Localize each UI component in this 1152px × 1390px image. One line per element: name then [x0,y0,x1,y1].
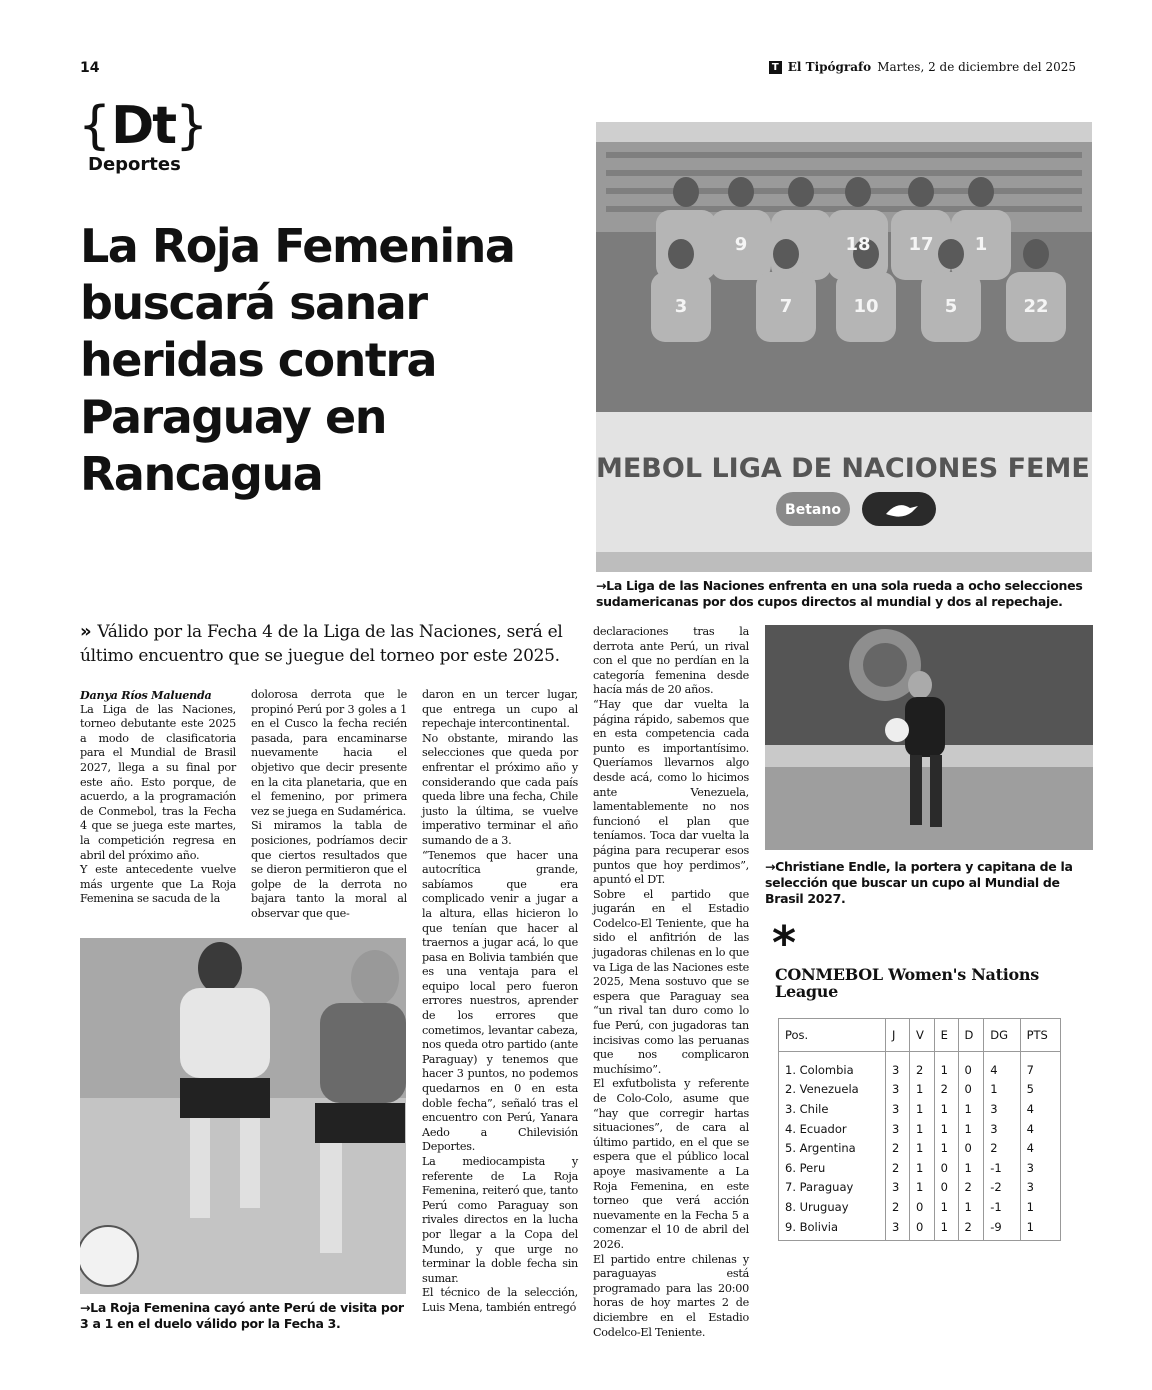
asterisk-icon: * [772,916,797,970]
goalkeeper-photo-caption: →Christiane Endle, la portera y capitana de la selección que buscar un cupo al Mundial de Brasil 2027. [765,859,1073,906]
paragraph: El partido entre chilenas y paraguayas está programado para las 20:00 horas de hoy martes 2 de diciembre en el Estadio Codelco-El Teniente. [593,1252,749,1339]
cell-e: 1 [934,1217,958,1241]
cell-j: 2 [886,1197,910,1217]
header-e: E [934,1019,958,1052]
cell-v: 1 [909,1119,934,1139]
cell-v: 1 [909,1080,934,1100]
jersey-number: 3 [674,296,688,317]
standings-title: CONMEBOL Women's Nations League [775,965,1039,1001]
byline: Danya Ríos Maluenda [80,688,212,702]
cell-j: 2 [886,1138,910,1158]
cell-j: 3 [886,1178,910,1198]
cell-d: 2 [958,1178,984,1198]
section-mark [78,96,209,175]
cell-e: 1 [934,1197,958,1217]
article-column-4 [593,625,749,1340]
paragraph: La mediocampista y referente de La Roja Femenina, reiteró que, tanto Perú como Paraguay son rivales directos en la lucha por llegar a la Copa del Mundo, y que urge no terminar la doble fecha sin sumar. [422,1155,578,1285]
cell-j: 3 [886,1099,910,1119]
banner-text: MEBOL LIGA DE NACIONES FEME [596,453,1090,484]
paragraph: Si miramos la tabla de posiciones, podríamos decir que ciertos resultados que se dieron permitieron que el golpe de la derrota no bajara tanto la moral al observar que que- [251,819,407,920]
jersey-number: 1 [974,234,988,255]
cell-pts: 1 [1020,1197,1060,1217]
article-column-3 [422,688,578,1316]
lead-text: Válido por la Fecha 4 de la Liga de las Naciones, será el último encuentro que se juegue del torneo por este 2025. [80,622,563,666]
header-j: J [886,1019,910,1052]
training-photo [80,938,406,1294]
cell-team: 7. Paraguay [779,1178,886,1198]
jersey-number: 22 [1023,296,1049,317]
header-pts: PTS [1020,1019,1060,1052]
cell-pts: 5 [1020,1080,1060,1100]
table-row [779,1119,1061,1139]
team-photo [596,122,1092,572]
header-d: D [958,1019,984,1052]
table-header-row [779,1019,1061,1052]
cell-e: 0 [934,1158,958,1178]
cell-d: 1 [958,1099,984,1119]
cell-dg: 3 [984,1119,1020,1139]
cell-team: 5. Argentina [779,1138,886,1158]
jersey-number: 9 [734,234,748,255]
cell-d: 0 [958,1080,984,1100]
header-v: V [909,1019,934,1052]
table-row [779,1217,1061,1241]
cell-d: 1 [958,1158,984,1178]
publication-name: El Tipógrafo [787,60,872,74]
cell-d: 0 [958,1138,984,1158]
cell-d: 1 [958,1197,984,1217]
table-row [779,1052,1061,1080]
cell-team: 2. Venezuela [779,1080,886,1100]
cell-pts: 3 [1020,1178,1060,1198]
paragraph: Y este antecedente vuelve más urgente que La Roja Femenina se sacuda de la [80,863,236,906]
cell-d: 1 [958,1119,984,1139]
cell-e: 1 [934,1052,958,1080]
cell-j: 3 [886,1119,910,1139]
table-row [779,1138,1061,1158]
cell-dg: 2 [984,1138,1020,1158]
paragraph: No obstante, mirando las selecciones que queda por enfrentar el próximo año y considerando que cada país queda libre una fecha, Chile justo la última, se vuelve imperativo terminar el año sumando de a 3. [422,731,578,847]
cell-j: 3 [886,1052,910,1080]
cell-v: 1 [909,1178,934,1198]
table-row [779,1099,1061,1119]
sponsor-betano: Betano [785,502,841,518]
paragraph: La Liga de las Naciones, torneo debutante este 2025 a modo de clasificatoria para el Mundial de Brasil 2027, llega a su final por este año. Esto porque, de acuerdo, a la programación de Conmebol, tras la Fecha 4 que se juega este martes, la competición regresa en abril del próximo año. [80,702,236,862]
goalkeeper-photo [765,625,1093,850]
paragraph: “Hay que dar vuelta la página rápido, sabemos que en esta competencia cada punto es importantísimo. Queríamos llevarnos algo desde acá, como lo hicimos ante Venezuela, lamentablemente no nos funcionó el plan que teníamos. Toca dar vuelta la página para recuperar esos puntos que hoy perdimos”, apuntó el DT. [593,697,749,887]
cell-pts: 7 [1020,1052,1060,1080]
cell-v: 1 [909,1138,934,1158]
cell-e: 2 [934,1080,958,1100]
jersey-number: 5 [944,296,958,317]
cell-team: 6. Peru [779,1158,886,1178]
team-photo-caption: →La Liga de las Naciones enfrenta en una sola rueda a ocho selecciones sudamericanas por dos cupos directos al mundial y dos al repechaje. [596,578,1083,609]
cell-e: 1 [934,1099,958,1119]
cell-dg: -2 [984,1178,1020,1198]
cell-team: 4. Ecuador [779,1119,886,1139]
cell-e: 1 [934,1138,958,1158]
cell-dg: -9 [984,1217,1020,1241]
cell-pts: 3 [1020,1158,1060,1178]
jersey-number: 18 [845,234,871,255]
brace-close: } [175,96,209,156]
cell-pts: 4 [1020,1099,1060,1119]
lead-paragraph [80,620,580,668]
section-mark-logo: Dt [111,96,176,156]
cell-v: 2 [909,1052,934,1080]
paragraph: declaraciones tras la derrota ante Perú, un rival con el que no perdían en la categoría femenina desde hacía más de 20 años. [593,625,749,697]
article-column-2 [251,688,407,922]
cell-e: 0 [934,1178,958,1198]
cell-pts: 4 [1020,1119,1060,1139]
training-photo-caption: →La Roja Femenina cayó ante Perú de visita por 3 a 1 en el duelo válido por la Fecha 3. [80,1300,404,1331]
cell-pts: 1 [1020,1217,1060,1241]
cell-team: 9. Bolivia [779,1217,886,1241]
cell-d: 2 [958,1217,984,1241]
cell-e: 1 [934,1119,958,1139]
cell-pts: 4 [1020,1138,1060,1158]
jersey-number: 7 [779,296,793,317]
cell-dg: 3 [984,1099,1020,1119]
cell-team: 1. Colombia [779,1052,886,1080]
table-row [779,1158,1061,1178]
header-pos: Pos. [779,1019,886,1052]
cell-team: 8. Uruguay [779,1197,886,1217]
cell-dg: -1 [984,1197,1020,1217]
cell-v: 1 [909,1099,934,1119]
cell-dg: 4 [984,1052,1020,1080]
paragraph: “Tenemos que hacer una autocrítica grande, sabíamos que era complicado venir a jugar a la altura, ellas hicieron lo que tenían que hacer al traernos a jugar acá, lo que pasa en Bolivia también que es una ventaja para el equipo local pero fueron errores nuestros, aprender de los errores que cometimos, levantar cabeza, nos queda otro partido (ante Paraguay) y tenemos que hacer 3 puntos, no podemos quedarnos en 0 en esta doble fecha”, señaló tras el encuentro con Perú, Yanara Aedo a Chilevisión Deportes. [422,848,578,1154]
cell-v: 0 [909,1197,934,1217]
standings-table [778,1018,1061,1241]
cell-j: 3 [886,1217,910,1241]
paragraph: El técnico de la selección, Luis Mena, también entregó [422,1286,578,1314]
cell-v: 0 [909,1217,934,1241]
article-column-1 [80,688,236,907]
jersey-number: 17 [908,234,934,255]
cell-j: 2 [886,1158,910,1178]
issue-date: Martes, 2 de diciembre del 2025 [877,60,1076,74]
jersey-number: 10 [853,296,879,317]
paragraph: dolorosa derrota que le propinó Perú por 3 goles a 1 en el Cusco la fecha recién pasada, para encaminarse nuevamente hacia el objetivo que decir presente en la cita planetaria, que en el femenino, por primera vez se juega en Sudamérica. [251,688,407,818]
cell-j: 3 [886,1080,910,1100]
section-name: Deportes [88,154,181,175]
table-row [779,1197,1061,1217]
brace-open: { [78,96,112,156]
cell-dg: -1 [984,1158,1020,1178]
paragraph: Sobre el partido que jugarán en el Estadio Codelco-El Teniente, que ha sido el anfitrión de las jugadoras chilenas en lo que va Liga de las Naciones este 2025, Mena sostuvo que se espera que Paraguay sea “un rival tan duro como lo fue Perú, con jugadoras tan incisivas como las peruanas que nos complicaron muchísimo”. [593,887,749,1076]
cell-dg: 1 [984,1080,1020,1100]
paragraph: daron en un tercer lugar, que entrega un cupo al repechaje intercontinental. [422,688,578,731]
table-row [779,1178,1061,1198]
masthead [769,60,1076,74]
cell-d: 0 [958,1052,984,1080]
page-number: 14 [80,60,100,76]
cell-v: 1 [909,1158,934,1178]
header-dg: DG [984,1019,1020,1052]
cell-team: 3. Chile [779,1099,886,1119]
paragraph: El exfutbolista y referente de Colo-Colo, asume que “hay que corregir hartas situaciones”, de cara al último partido, en el que se espera que el público local apoye masivamente a La Roja Femenina, en este torneo que verá acción nuevamente en la Fecha 5 a comenzar el 10 de abril del 2026. [593,1077,749,1251]
publication-logo-icon: T [769,61,782,74]
headline: La Roja Femenina buscará sanar heridas contra Paraguay en Rancagua [80,219,515,501]
table-row [779,1080,1061,1100]
lead-mark: » [80,621,92,642]
